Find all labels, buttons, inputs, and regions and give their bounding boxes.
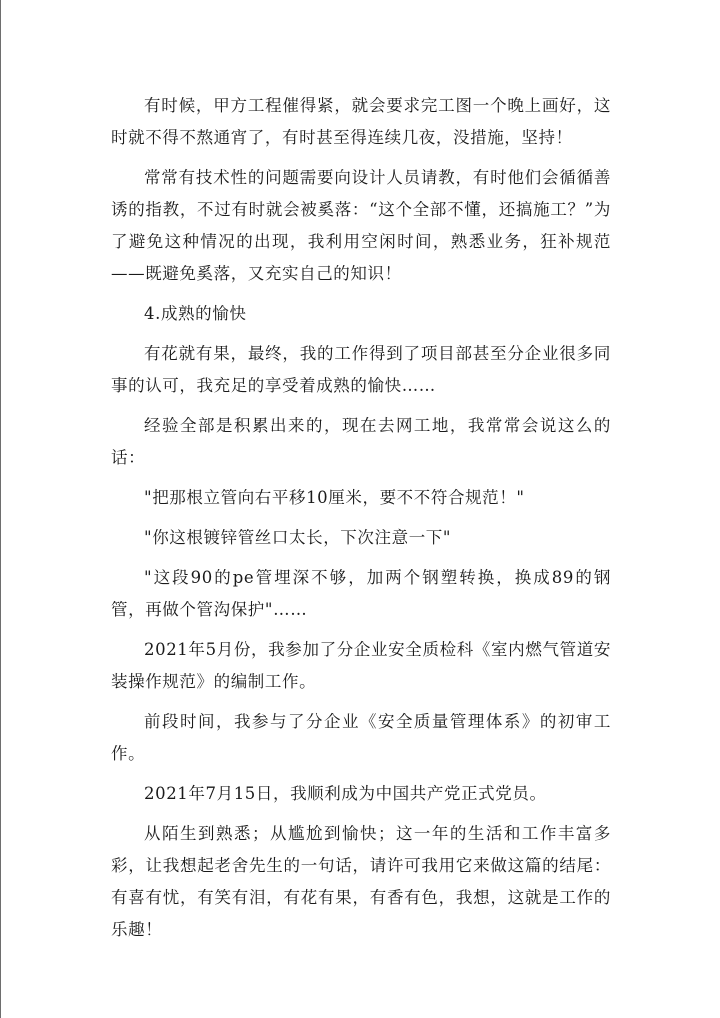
quote-pe-pipe: "这段90的pe管埋深不够，加两个钢塑转换，换成89的钢管，再做个管沟保护"…… [111, 568, 611, 619]
paragraph-consult-designers: 常常有技术性的问题需要向设计人员请教，有时他们会循循善诱的指教，不过有时就会被奚落：“这个全部不懂，还搞施工？”为了避免这种情况的出现，我利用空闲时间，熟悉业务，狂补规范——既避免奚落，又充实自己的知识！ [111, 168, 611, 283]
document-body [111, 90, 611, 954]
paragraph-july-2021: 2021年7月15日，我顺利成为中国共产党正式党员。 [144, 784, 547, 803]
paragraph-overtime: 有时候，甲方工程催得紧，就会要求完工图一个晚上画好，这时就不得不熬通宵了，有时甚至得连续几夜，没措施，坚持！ [111, 96, 611, 147]
paragraph-conclusion: 从陌生到熟悉；从尴尬到愉快；这一年的生活和工作丰富多彩，让我想起老舍先生的一句话，请许可我用它来做这篇的结尾：有喜有忧，有笑有泪，有花有果，有香有色，我想，这就是工作的乐趣！ [111, 824, 611, 939]
quote-galvanized-pipe: "你这根镀锌管丝口太长，下次注意一下" [144, 528, 452, 547]
section-heading-maturity: 4.成熟的愉快 [144, 304, 247, 323]
paragraph-experience: 经验全部是积累出来的，现在去网工地，我常常会说这么的话： [111, 416, 611, 467]
paragraph-recognition: 有花就有果，最终，我的工作得到了项目部甚至分企业很多同事的认可，我充足的享受着成熟的愉快…… [111, 344, 611, 395]
quote-riser-pipe: "把那根立管向右平移10厘米，要不不符合规范！" [144, 488, 525, 507]
paragraph-may-2021: 2021年5月份，我参加了分企业安全质检科《室内燃气管道安装操作规范》的编制工作。 [111, 640, 611, 691]
paragraph-safety-system: 前段时间，我参与了分企业《安全质量管理体系》的初审工作。 [111, 712, 611, 763]
